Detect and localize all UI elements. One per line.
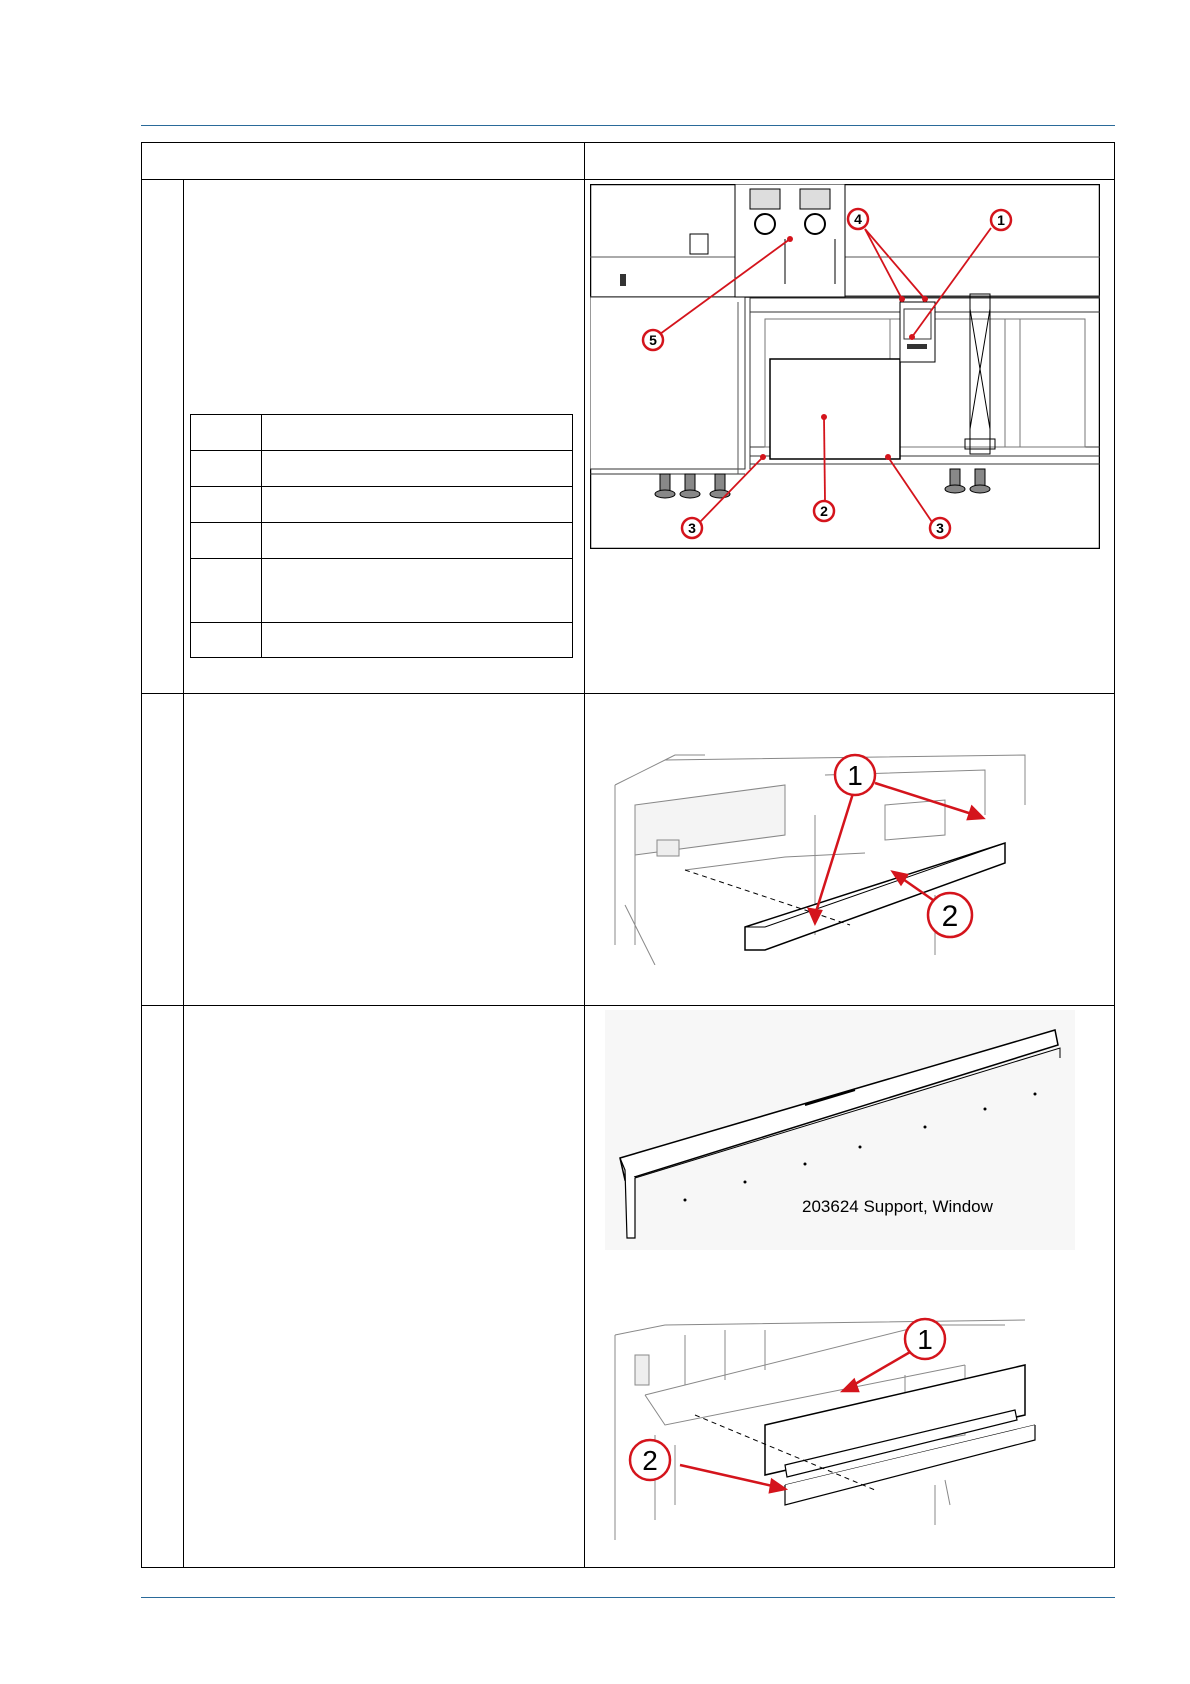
callout-2 xyxy=(630,1440,670,1480)
callout-1 xyxy=(905,1319,945,1359)
header-row-divider xyxy=(142,179,1114,180)
callout-2 xyxy=(928,893,972,937)
front-view-illustration xyxy=(590,184,1100,549)
legend-row xyxy=(191,558,572,559)
callout-2 xyxy=(814,501,834,521)
support-window-part-illustration xyxy=(605,1010,1075,1250)
legend-row xyxy=(191,522,572,523)
svg-text:3: 3 xyxy=(936,520,944,536)
step-column-divider xyxy=(183,179,184,1567)
header-rule xyxy=(141,125,1115,126)
footer-rule xyxy=(141,1597,1115,1598)
support-install-illustration xyxy=(605,745,1035,965)
figure-support-window-part xyxy=(605,1010,1075,1250)
support-mounting-illustration xyxy=(605,1305,1045,1540)
callout-1 xyxy=(835,755,875,795)
legend-row xyxy=(191,450,572,451)
svg-text:2: 2 xyxy=(642,1445,658,1476)
row-divider-2 xyxy=(142,1005,1114,1006)
callout-5 xyxy=(643,330,663,350)
svg-text:2: 2 xyxy=(820,503,828,519)
part-label: 203624 Support, Window xyxy=(802,1197,993,1216)
svg-text:1: 1 xyxy=(847,760,863,791)
svg-text:2: 2 xyxy=(941,900,959,933)
figure-support-mounting xyxy=(605,1305,1045,1540)
svg-text:5: 5 xyxy=(649,332,657,348)
svg-text:1: 1 xyxy=(997,212,1005,228)
figure-column-divider xyxy=(584,143,585,1567)
legend-column-divider xyxy=(261,415,262,657)
callout-4 xyxy=(848,209,868,229)
row-divider-1 xyxy=(142,693,1114,694)
callout-1 xyxy=(991,210,1011,230)
svg-text:1: 1 xyxy=(917,1324,933,1355)
figure-window-support-install xyxy=(605,745,1035,965)
svg-text:3: 3 xyxy=(688,520,696,536)
svg-text:4: 4 xyxy=(854,211,862,227)
callout-3-left xyxy=(682,518,702,538)
legend-table xyxy=(190,414,573,658)
figure-front-view xyxy=(590,184,1100,549)
legend-row xyxy=(191,622,572,623)
legend-row xyxy=(191,486,572,487)
callout-3-right xyxy=(930,518,950,538)
